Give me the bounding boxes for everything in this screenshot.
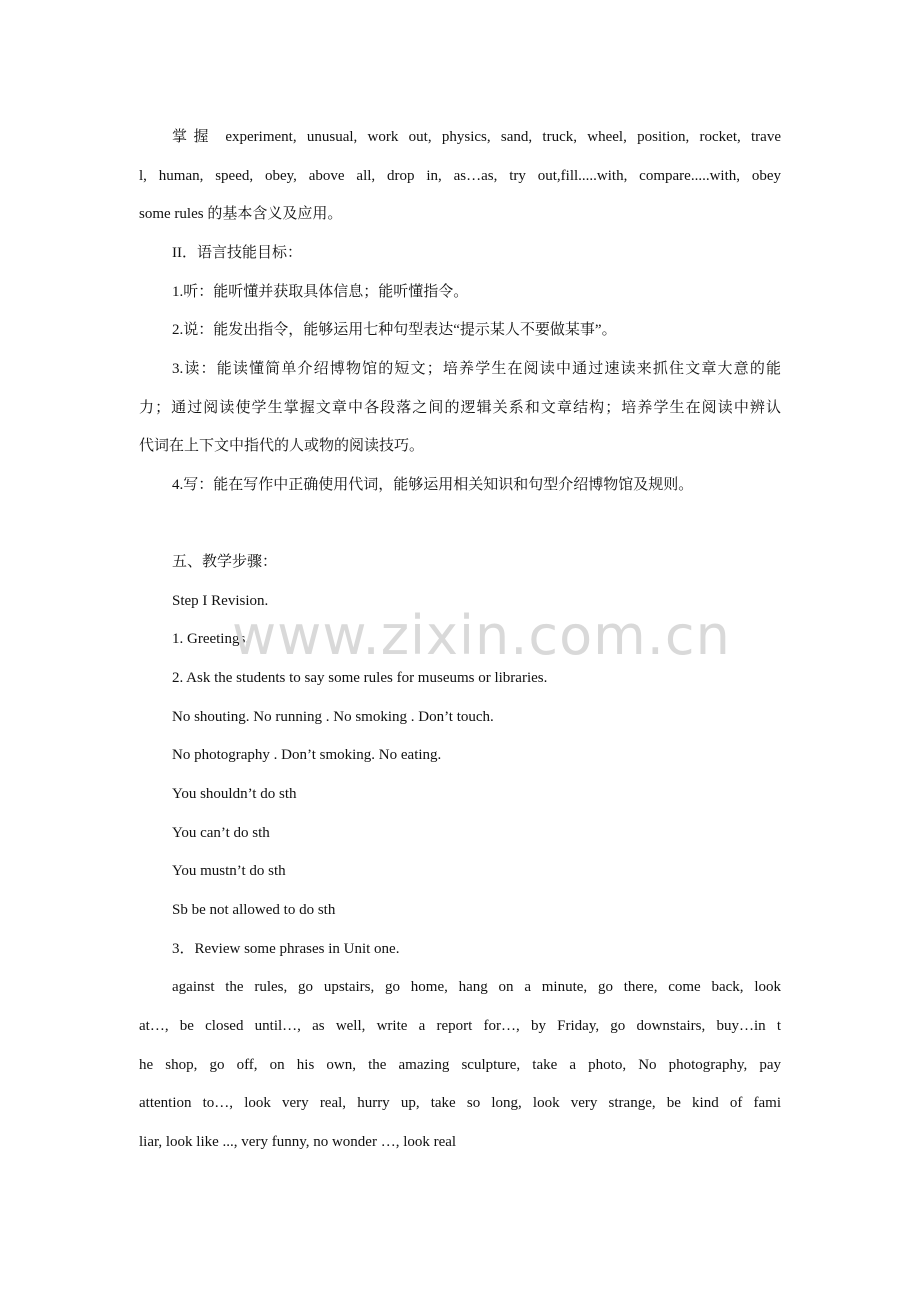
phrases-line-2: at…, be closed until…, as well, write a report for…, by Friday, go downstairs, buy…in t bbox=[139, 1018, 781, 1034]
skill-writing: 4.写：能在写作中正确使用代词，能够运用相关知识和句型介绍博物馆及规则。 bbox=[172, 477, 694, 493]
step-item-rules: 2. Ask the students to say some rules for museums or libraries. bbox=[172, 670, 548, 686]
watermark: www.zixin.com.cn bbox=[232, 604, 731, 667]
phrases-line-1: against the rules, go upstairs, go home, hang on a minute, go there, come back, look bbox=[172, 979, 781, 995]
step-one-title: Step I Revision. bbox=[172, 593, 269, 609]
step-item-review-phrases: 3．Review some phrases in Unit one. bbox=[172, 941, 400, 957]
rules-example-1: No shouting. No running . No smoking . Don’t touch. bbox=[172, 709, 494, 725]
objective-vocab-line-3: some rules 的基本含义及应用。 bbox=[139, 206, 343, 222]
phrases-line-3: he shop, go off, on his own, the amazing sculpture, take a photo, No photography, pay bbox=[139, 1057, 781, 1073]
pattern-cant: You can’t do sth bbox=[172, 825, 270, 841]
section-heading-teaching-steps: 五、教学步骤： bbox=[172, 554, 278, 570]
skill-listening: 1.听：能听懂并获取具体信息；能听懂指令。 bbox=[172, 284, 469, 300]
objective-vocab-line-1: 掌握 experiment, unusual, work out, physics, sand, truck, wheel, position, rocket, trave bbox=[172, 129, 781, 145]
phrases-line-5: liar, look like ..., very funny, no wonder …, look real bbox=[139, 1134, 457, 1150]
pattern-mustnt: You mustn’t do sth bbox=[172, 863, 286, 879]
rules-example-2: No photography . Don’t smoking. No eating. bbox=[172, 747, 442, 763]
objective-vocab-line-2: l, human, speed, obey, above all, drop in, as…as, try out,fill.....with, compare.....with, obey bbox=[139, 168, 781, 184]
section-heading-language-skills: II．语言技能目标： bbox=[172, 245, 302, 261]
skill-reading-line-1: 3.读：能读懂简单介绍博物馆的短文；培养学生在阅读中通过速读来抓住文章大意的能 bbox=[172, 361, 781, 377]
step-item-greetings: 1. Greetings. bbox=[172, 631, 250, 647]
skill-reading-line-3: 代词在上下文中指代的人或物的阅读技巧。 bbox=[139, 438, 425, 454]
pattern-shouldnt: You shouldn’t do sth bbox=[172, 786, 297, 802]
skill-reading-line-2: 力；通过阅读使学生掌握文章中各段落之间的逻辑关系和文章结构；培养学生在阅读中辨认 bbox=[139, 400, 781, 416]
phrases-line-4: attention to…, look very real, hurry up, take so long, look very strange, be kind of fami bbox=[139, 1095, 781, 1111]
pattern-not-allowed: Sb be not allowed to do sth bbox=[172, 902, 336, 918]
skill-speaking: 2.说：能发出指令，能够运用七种句型表达“提示某人不要做某事”。 bbox=[172, 322, 617, 338]
